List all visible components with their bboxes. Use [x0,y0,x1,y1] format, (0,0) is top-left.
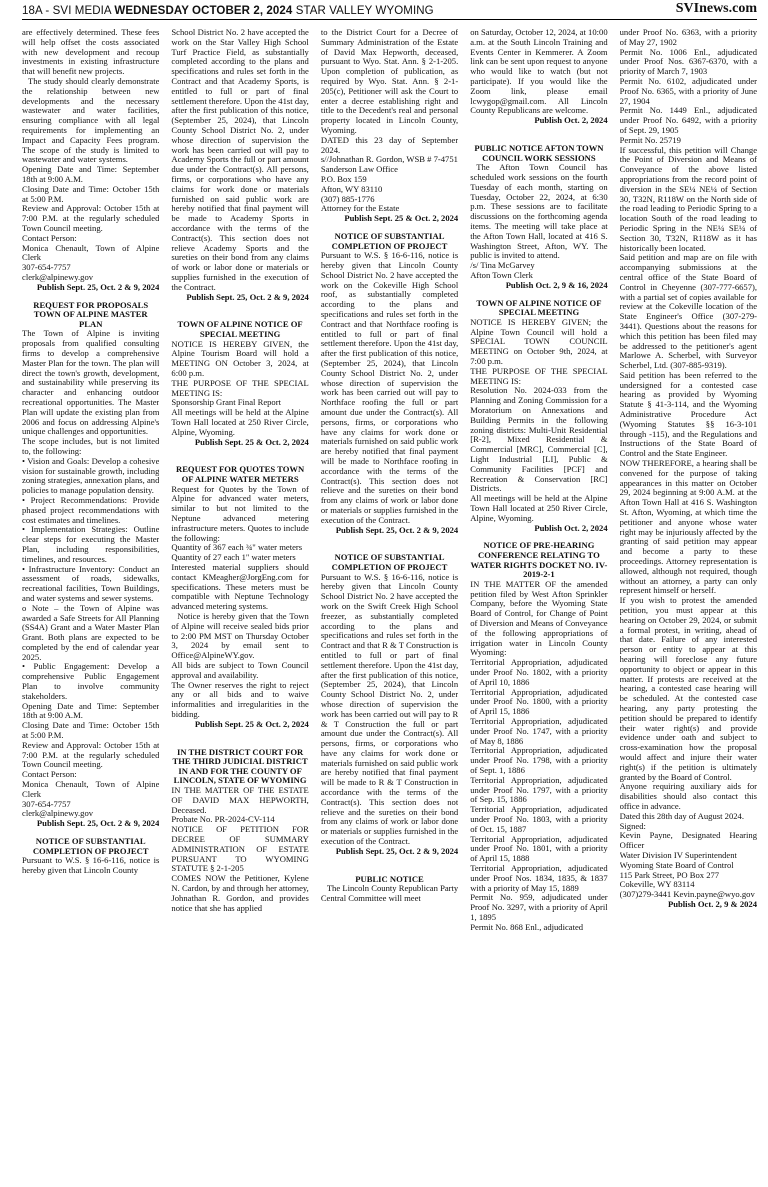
text: Contact Person: [22,232,77,243]
list-item: Territorial Appropriation, adjudicated under Proof No. 1802, with a priority of April 10, 1886 [470,657,608,687]
text: The Owner reserves the right to reject any or all bids and to waive informalities and irregularities in the bidding. [171,679,309,719]
list-item: Permit No. 959, adjudicated under Proof No. 3297, with a priority of April 1, 1895 [470,892,608,922]
text: clerk@alpinewy.gov [22,271,94,282]
bullet: • Infrastructure Inventory: Conduct an assessment of roads, sidewalks, recreational facilities, Town Buildings, and water systems and sewer systems. [22,563,160,603]
text: Interested material suppliers should contact KMeagher@JorgEng.com for specifications. These meters must be compatible with Neptune Technology advanced metering systems. [171,561,309,612]
text: Said petition and map are on file with accompanying submissions at the central office of the State Board of Control in Cheyenne (307-777-6657), with a partial set of copies available for review at the Cokeville location of the State Engineer's Office (307-279-3441). Questions about the reasons for which this petition has been filed may be addressed to the petitioner's agent Marlowe A. Scherbel, with Surveyor Scherbel, Ltd. (307-885-9319). [619,252,758,371]
notice-heading: PUBLIC NOTICE [355,873,424,884]
text: Cokeville, WY 83114 [619,879,695,890]
publish-line: Publish Sept. 25, Oct. 2 & 9, 2024 [36,818,160,829]
text: Attorney for the Estate [320,203,400,214]
header-site[interactable]: SVInews.com [675,1,757,16]
text: THE PURPOSE OF THE SPECIAL MEETING IS: [470,365,608,386]
text: Sponsorship Grant Final Report [171,397,281,408]
text: The scope includes, but is not limited to, the following: [22,436,160,456]
publish-line: Publish Oct. 2, 9 & 2024 [667,898,758,909]
notice-heading: REQUEST FOR PROPOSALS TOWN OF ALPINE MASTER PLAN [33,299,149,329]
text: NOW THEREFORE, a hearing shall be convened for the purpose of taking appearances in this matter on October 29, 2024 beginning at 9:00 A.M. at the Afton Town Hall at 416 S. Washington St. Afton, Wyoming, at which time the petitioner and anyone whose water right may be injuriously affected by the granting of said petition may appear and become a party to these proceedings. Attorney representation is allowed, although not required, though without an attorney, a party can only represent himself or herself. [619,458,758,596]
publish-line: Publish Sept. 25 & Oct. 2, 2024 [344,213,459,224]
text: clerk@alpinewy.gov [22,808,94,819]
publish-line: Publish Sept. 25 & Oct. 2, 2024 [194,436,309,447]
notice-heading: TOWN OF ALPINE NOTICE OF SPECIAL MEETING [177,319,303,339]
notice-heading: NOTICE OF SUBSTANTIAL COMPLETION OF PROJECT [331,552,448,572]
list-item: under Proof No. 6363, with a priority of May 27, 1902 [619,28,758,47]
text: The study should clearly demonstrate the relationship between new developments and the necessary wastewater and water facilities, ensuring compliance with all legal requirements for implementing an Impact and Capacity Fees program. The scope of the study is limited to wastewater and water systems. [22,75,160,165]
text: Notice is hereby given that the Town of Alpine will receive sealed bids prior to 2:00 PM MST on Thursday October 3, 2024 by email sent to Office@AlpineWY.gov. [171,610,309,661]
text: NOTICE IS HEREBY GIVEN, the Alpine Tourism Board will hold a MEETING ON October 3, 2024, at 6:00 p.m. [171,338,309,378]
list-item: Territorial Appropriation, adjudicated under Proof No. 1747, with a priority of May 8, 1886 [470,716,608,746]
text: Opening Date and Time: September 18th at 9:00 A.M. [22,164,160,184]
bullet: • Vision and Goals: Develop a cohesive vision for sustainable growth, including zoning strategies, annexation plans, and policies to manage population density. [22,455,160,496]
text: All meetings will be held at the Alpine Town Hall located at 250 River Circle, Alpine, Wyoming. [470,493,608,523]
text: are effectively determined. These fees will help offset the costs associated with new development and recoup investments in existing infrastructure that will benefit new projects. [22,28,160,77]
publish-line: Publish Oct. 2, 2024 [534,115,608,126]
text: The Lincoln County Republican Party Central Committee will meet [320,883,459,904]
text: /s/ Tina McGarvey [470,260,535,271]
text: 307-654-7757 [22,798,71,809]
text: Resolution No. 2024-033 from the Planning and Zoning Commission for a Moratorium on Annexations and Building Permits in the following zoning districts: Multi-Unit Residential [R-2], Mixed Residential & Commercial [MRC], Commercial [C], Light Industrial [LI], Public & Community Facilities [PCF] and Recreation & Conservation [RC] Districts. [470,385,608,494]
publish-line: Publish Sept. 25 & Oct. 2, 2024 [194,718,309,729]
text: Afton, WY 83110 [320,183,383,194]
list-item: Permit No. 25719 [619,134,681,145]
list-item: Permit No. 868 Enl., adjudicated [470,921,584,932]
text: Pursuant to W.S. § 16-6-116, notice is hereby given that Lincoln County School District No. 2 have accepted the work on the Cokeville High School roof, as substantially completed according to the plans and specifications and rules set forth in the Contract and that Northface roofing is entitled to full or part of final settlement therefore. Upon the 41st day, after the first publication of this notice, (September 25, 2024), that Lincoln County School District No. 2, under whose direction of supervision the work has been carried out will pay to Northface roofing the full or part amount due under the Contract(s). All persons, firms, or corporations who have any claims for work done or materials furnished on said public work are hereby notified that final payment will be made to Northface roofing in accordance with the terms of the Contract(s). This section does not relieve and the sureties on their bond from any claims of work or labor done or materials or supplies furnished in the execution of the Contract. [320,250,459,525]
list-item: Permit No. 1449 Enl., adjudicated under Proof No. 6492, with a priority of Sept. 29, 1905 [619,105,758,135]
column-4 [470,28,607,1183]
list-item: Territorial Appropriation, adjudicated under Proof No. 1800, with a priority of April 15, 1886 [470,686,608,717]
text: DATED this 23 day of September 2024. [320,134,459,155]
column-3 [321,28,458,1183]
publish-line: Publish Oct. 2, 2024 [534,522,608,533]
text: Anyone requiring auxiliary aids for disabilities should also contact this office in advance. [619,781,758,811]
list-item: Territorial Appropriation, adjudicated under Proof No. 1797, with a priority of Sep. 15, 1886 [470,774,608,805]
page-header [22,0,757,20]
publish-line: Publish Sept. 25, Oct. 2 & 9, 2024 [36,281,160,292]
text: Afton Town Clerk [470,269,533,280]
header-section: 18A - SVI MEDIA [22,5,112,17]
header-date: WEDNESDAY OCTOBER 2, 2024 [114,5,293,17]
text: School District No. 2 have accepted the work on the Star Valley High School Turf Practice Field, as substantially completed according to the plans and specifications and rules set forth in the Contract and that Academy Sports, is entitled to full or part of final settlement therefore. Upon the 41st day, after the first publication of this notice, (September 25, 2024), that Lincoln County School District No. 2, under whose direction of supervision the work has been carried out will pay to Academy Sports the full or part amount due under the Contract(s). All persons, firms, or corporations who have any claims for work done or materials furnished on said public work are hereby notified that final payment will be made to Academy Sports in accordance with the terms of the Contract(s). This section does not relieve Academy Sports and the sureties on their bond from any claims of work or labor done or materials or supplies furnished in the execution of the Contract. [171,28,309,292]
list-item: Permit No. 1006 Enl., adjudicated under Proof Nos. 6367-6370, with a priority of March 7, 1903 [619,46,758,77]
text: Review and Approval: October 15th at 7:00 P.M. at the regularly scheduled Town Council meeting. [22,203,160,233]
publish-line: Publish Oct. 2, 9 & 16, 2024 [505,279,608,290]
text: to the District Court for a Decree of Summary Administration of the Estate of David Max Hepworth, deceased, pursuant to Wyo. Stat. Ann. § 2-1-205. Upon completion of publication, as required by Wyo. Stat. Ann. § 2-1-205(c), Petitioner will ask the Court to enter a decree establishing right and title to the Decedent's real and personal property located in Lincoln County, Wyoming. [320,28,459,135]
text: Signed: [619,820,646,831]
text: Dated this 28th day of August 2024. [619,810,744,821]
column-5 [620,28,757,1183]
text: P.O. Box 159 [320,173,367,184]
text: Sanderson Law Office [320,164,398,175]
text: Contact Person: [22,769,77,780]
text: (307)279-3441 Kevin.payne@wyo.gov [619,889,755,900]
text: IN THE MATTER OF the amended petition filed by West Afton Sprinkler Company, before the Wyoming State Board of Control, for Change of Point of Diversion and Means of Conveyance of the following appropriations of irrigation water in Lincoln County Wyoming: [470,578,608,658]
text: 115 Park Street, PO Box 277 [619,869,720,880]
notice-heading: NOTICE OF PRE-HEARING CONFERENCE RELATING TO WATER RIGHTS DOCKET NO. IV-2019-2-1 [470,540,608,580]
text: (307) 885-1776 [320,193,375,204]
notice-heading: NOTICE OF SUBSTANTIAL COMPLETION OF PROJECT [32,836,149,856]
text: Pursuant to W.S. § 16-6-116, notice is hereby given that Lincoln County School District No. 2 have accepted the work on the Swift Creek High School freezer, as substantially completed according to the plans and specifications and rules set forth in the Contract and that R & T Construction is entitled to full or part of final settlement therefore. Upon the 41st day, after the first publication of this notice, (September 25, 2024), that Lincoln County School District No. 2, under whose direction of supervision the work has been carried out will pay to R & T Construction the full or part amount due under the Contract(s). All persons, firms, or corporations who have any claims for work done or materials furnished on said public work are hereby notified that final payment will be made to R & T Construction in accordance with the terms of the Contract(s). This section does not relieve and the sureties on their bond from any claims of work or labor done or materials or supplies furnished in the execution of the Contract. [320,571,459,847]
column-1 [22,28,159,1183]
list-item: Territorial Appropriation, adjudicated under Proof No. 1801, with a priority of April 15, 1888 [470,833,608,864]
list-item: Permit No. 6102, adjudicated under Proof No. 6365, with a priority of June 27, 1904 [619,75,758,106]
text: 307-654-7757 [22,262,71,273]
notice-heading: NOTICE OF SUBSTANTIAL COMPLETION OF PROJECT [331,230,448,251]
text: Quantity of 367 each ¾" water meters [171,542,303,553]
column-2 [171,28,308,1183]
text: NOTICE OF PETITION FOR DECREE OF SUMMARY ADMINISTRATION OF ESTATE PURSUANT TO WYOMING STATUTE § 2-1-205 [171,824,309,874]
text: Closing Date and Time: October 15th at 5:00 P.M. [22,720,160,741]
list-item: Territorial Appropriation, adjudicated under Proof No. 1803, with a priority of Oct. 15, 1887 [470,804,608,834]
text: Water Division IV Superintendent [619,849,737,860]
text: THE PURPOSE OF THE SPECIAL MEETING IS: [171,377,309,398]
text: The Town of Alpine is inviting proposals from qualified consulting firms to develop a comprehensive Master Plan for the town. The plan will direct the town's growth, development, and sustainability while preserving its character and enhancing outdoor recreational opportunities. The Master Plan will update the existing plan from 2006 and focus on addressing Alpine's unique challenges and opportunities. [22,328,160,437]
text: All bids are subject to Town Council approval and availability. [171,659,309,680]
bullet: • Project Recommendations: Provide phased project recommendations with cost estimates and timelines. [22,494,160,525]
text: Probate No. PR-2024-CV-114 [171,814,275,825]
notice-heading: TOWN OF ALPINE NOTICE OF SPECIAL MEETING [476,297,602,318]
notice-heading: IN THE DISTRICT COURT FOR THE THIRD JUDICIAL DISTRICT IN AND FOR THE COUNTY OF LINCOLN, STATE OF WYOMING [172,746,308,786]
publish-line: Publish Sept. 25, Oct. 2 & 9, 2024 [186,291,309,302]
bullet: • Implementation Strategies: Outline clear steps for executing the Master Plan, including responsibilities, timelines, and resources. [22,524,160,564]
text: The Afton Town Council has scheduled work sessions on the fourth Tuesday of each month, starting on Tuesday, October 22, 2024, at 6:30 p.m. These sessions are to facilitate discussions on the forthcoming agenda items. The meeting will take place at the Afton Town Hall, located at 416 S. Washington Street, Afton, WY. The public is invited to attend. [470,162,608,261]
publish-line: Publish Sept. 25, Oct. 2 & 9, 2024 [335,524,459,535]
notice-heading: REQUEST FOR QUOTES TOWN OF ALPINE WATER METERS [175,464,305,484]
text: Kevin Payne, Designated Hearing Officer [619,830,758,851]
text: Pursuant to W.S. § 16-6-116, notice is hereby given that Lincoln County [22,855,160,876]
text: All meetings will be held at the Alpine Town Hall located at 250 River Circle, Alpine, Wyoming. [171,407,309,437]
text: Closing Date and Time: October 15th at 5:00 P.M. [22,183,160,204]
list-item: Territorial Appropriation, adjudicated under Proof No. 1798, with a priority of Sept. 1, 1886 [470,745,608,775]
bullet: • Public Engagement: Develop a comprehensive Public Engagement Plan to involve community stakeholders. [22,661,160,701]
text: Said petition has been referred to the undersigned for a contested case hearing as provided by Wyoming Statute § 41-3-114, and the Wyoming Administrative Procedure Act (Wyoming Statutes §§ 16-3-101 through -115), and the Regulations and Instructions of the State Board of Control and the State Engineer. [619,369,758,459]
text: Review and Approval: October 15th at 7:00 P.M. at the regularly scheduled Town Council meeting. [22,739,160,770]
text: Monica Chenault, Town of Alpine Clerk [22,779,160,799]
notice-columns [22,28,757,1183]
header-left [22,5,434,17]
text: on Saturday, October 12, 2024, at 10:00 a.m. at the South Lincoln Training and Events Center in Kemmerer. A Zoom link can be sent upon request to anyone who would like to watch (but not participate). If you would like the Zoom link, please email lcwygop@gmail.com. All Lincoln County Republicans are welcome. [470,28,608,116]
text: NOTICE IS HEREBY GIVEN; the Alpine Town Council will hold a SPECIAL TOWN COUNCIL MEETING on October 9th, 2024, at 7:00 p.m. [470,316,608,367]
text: Request for Quotes by the Town of Alpine for advanced water meters, similar to but not limited to the Neptune advanced metering infrastructure meters. Quotes to include the following: [171,483,309,543]
text: Quantity of 27 each 1" water meters [171,552,296,563]
text: COMES NOW the Petitioner, Kylene N. Cardon, by and through her attorney, Johnathan R. Gordon, and provides notice that she has applied [171,873,309,913]
list-item: Territorial Appropriation, adjudicated under Proof Nos. 1834, 1835, & 1837 with a priority of May 15, 1889 [470,862,608,893]
text: s//Johnathan R. Gordon, WSB # 7-4751 [320,154,458,165]
text: If successful, this petition will Change the Point of Diversion and Means of Conveyance of the above listed appropriations from the record point of diversion in the SE¼ NE¼ of Section 30, T32N, R118W on the North side of the road leading to Periodic Spring to a location South of the road leading to Periodic Spring in the NE¼ SE¼ of Section 30, T32N, R118W as it has historically been located. [619,144,758,253]
text: Opening Date and Time: September 18th at 9:00 A.M. [22,700,160,721]
publish-line: Publish Sept. 25, Oct. 2 & 9, 2024 [335,845,459,856]
text: Wyoming State Board of Control [619,859,734,870]
header-paper: STAR VALLEY WYOMING [295,5,434,17]
text: If you wish to protest the amended petition, you must appear at this hearing on October 29, 2024, or submit a formal protest, in writing, ahead of that date. Failure of any interested person or entity to appear at this hearing will foreclose any future opportunity to object or appear in this matter. If protests are received at the hearing, a contested case hearing will be scheduled. At the contested case hearing, any party protesting the petition should be prepared to identify their water right(s) and provide evidence under oath and subject to cross-examination how the proposal would affect and injure their water right(s) if the petition is ultimately granted by the Board of Control. [619,595,758,782]
notice-heading: PUBLIC NOTICE AFTON TOWN COUNCIL WORK SESSIONS [474,142,604,163]
text: IN THE MATTER OF THE ESTATE OF DAVID MAX HEPWORTH, Deceased. [171,785,309,815]
bullet: o Note – the Town of Alpine was awarded a Safe Streets for All Planning (SS4A) Grant and a Water Master Plan Grant. Both plans are expected to be completed by the end of calendar year 2025. [22,602,160,662]
text: Monica Chenault, Town of Alpine Clerk [22,242,160,263]
